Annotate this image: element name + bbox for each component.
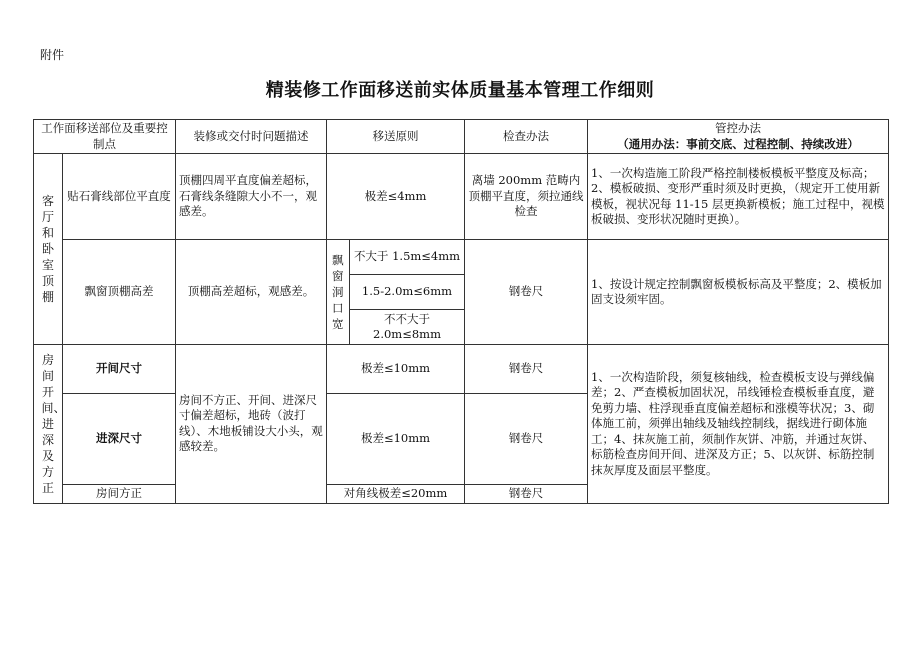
area-room: 房间开间、进深及方正 — [34, 345, 63, 504]
attachment-label: 附件 — [40, 48, 65, 62]
header-control-subtitle: （通用办法：事前交底、过程控制、持续改进） — [617, 136, 859, 151]
inspection-method: 钢卷尺 — [465, 394, 588, 485]
transfer-principle: 极差≤10mm — [327, 345, 465, 394]
transfer-principle: 极差≤4mm — [327, 154, 465, 240]
table-row — [34, 345, 889, 394]
header-method: 检查办法 — [465, 120, 588, 154]
table-row — [34, 154, 889, 240]
inspection-method: 钢卷尺 — [465, 240, 588, 345]
header-control — [588, 120, 889, 154]
principle-breakdown — [350, 240, 465, 345]
header-problem: 装修或交付时问题描述 — [176, 120, 327, 154]
area-ceiling: 客厅和卧室顶棚 — [34, 154, 63, 345]
problem-description: 房间不方正、开间、进深尺寸偏差超标，地砖（波打线）、木地板铺设大小头，观感较差。 — [176, 345, 327, 504]
header-row — [34, 120, 889, 154]
inspection-method: 离墙 200mm 范畴内顶棚平直度，须拉通线检查 — [465, 154, 588, 240]
inspection-method: 钢卷尺 — [465, 345, 588, 394]
table-row — [34, 240, 889, 345]
principle-item: 不不大于 2.0m≤8mm — [373, 311, 441, 341]
control-measures: 1、一次构造施工阶段严格控制楼板模板平整度及标高；2、模板破损、变形严重时须及时更换，（规定开工使用新模板，视状况每 11-15 层更换新模板；施工过程中，视模板破损、变形状况随时更换）。 — [588, 154, 889, 240]
control-point: 贴石膏线部位平直度 — [63, 154, 176, 240]
control-point: 飘窗顶棚高差 — [63, 240, 176, 345]
header-location: 工作面移送部位及重要控制点 — [34, 120, 176, 154]
inspection-method: 钢卷尺 — [465, 485, 588, 504]
control-point: 进深尺寸 — [63, 394, 176, 485]
control-point: 房间方正 — [63, 485, 176, 504]
transfer-principle: 对角线极差≤20mm — [327, 485, 465, 504]
header-control-title: 管控办法 — [715, 121, 761, 135]
transfer-principle: 极差≤10mm — [327, 394, 465, 485]
window-width-label: 飘窗洞口宽 — [327, 240, 350, 345]
control-point: 开间尺寸 — [63, 345, 176, 394]
problem-description: 顶棚高差超标，观感差。 — [176, 240, 327, 345]
control-measures: 1、一次构造阶段，须复核轴线，检查模板支设与弹线偏差；2、严查模板加固状况，吊线锤检查模板垂直度，避免剪力墙、柱浮现垂直度偏差超标和涨模等状况；3、砌体施工前，须弹出轴线及轴线控制线，据线进行砌体施工；4、抹灰施工前，须制作灰饼、冲筋，并通过灰饼、标筋检查房间开间、进深及方正；5、以灰饼、标筋控制抹灰厚度及面层平整度。 — [588, 345, 889, 504]
principle-item: 不大于 1.5m≤4mm — [350, 240, 464, 275]
control-measures: 1、按设计规定控制飘窗板模板标高及平整度；2、模板加固支设须牢固。 — [588, 240, 889, 345]
header-principle: 移送原则 — [327, 120, 465, 154]
principle-item: 1.5-2.0m≤6mm — [350, 275, 464, 310]
quality-table — [33, 119, 889, 504]
document-title: 精装修工作面移送前实体质量基本管理工作细则 — [265, 80, 655, 101]
problem-description: 顶棚四周平直度偏差超标，石膏线条缝隙大小不一，观感差。 — [176, 154, 327, 240]
